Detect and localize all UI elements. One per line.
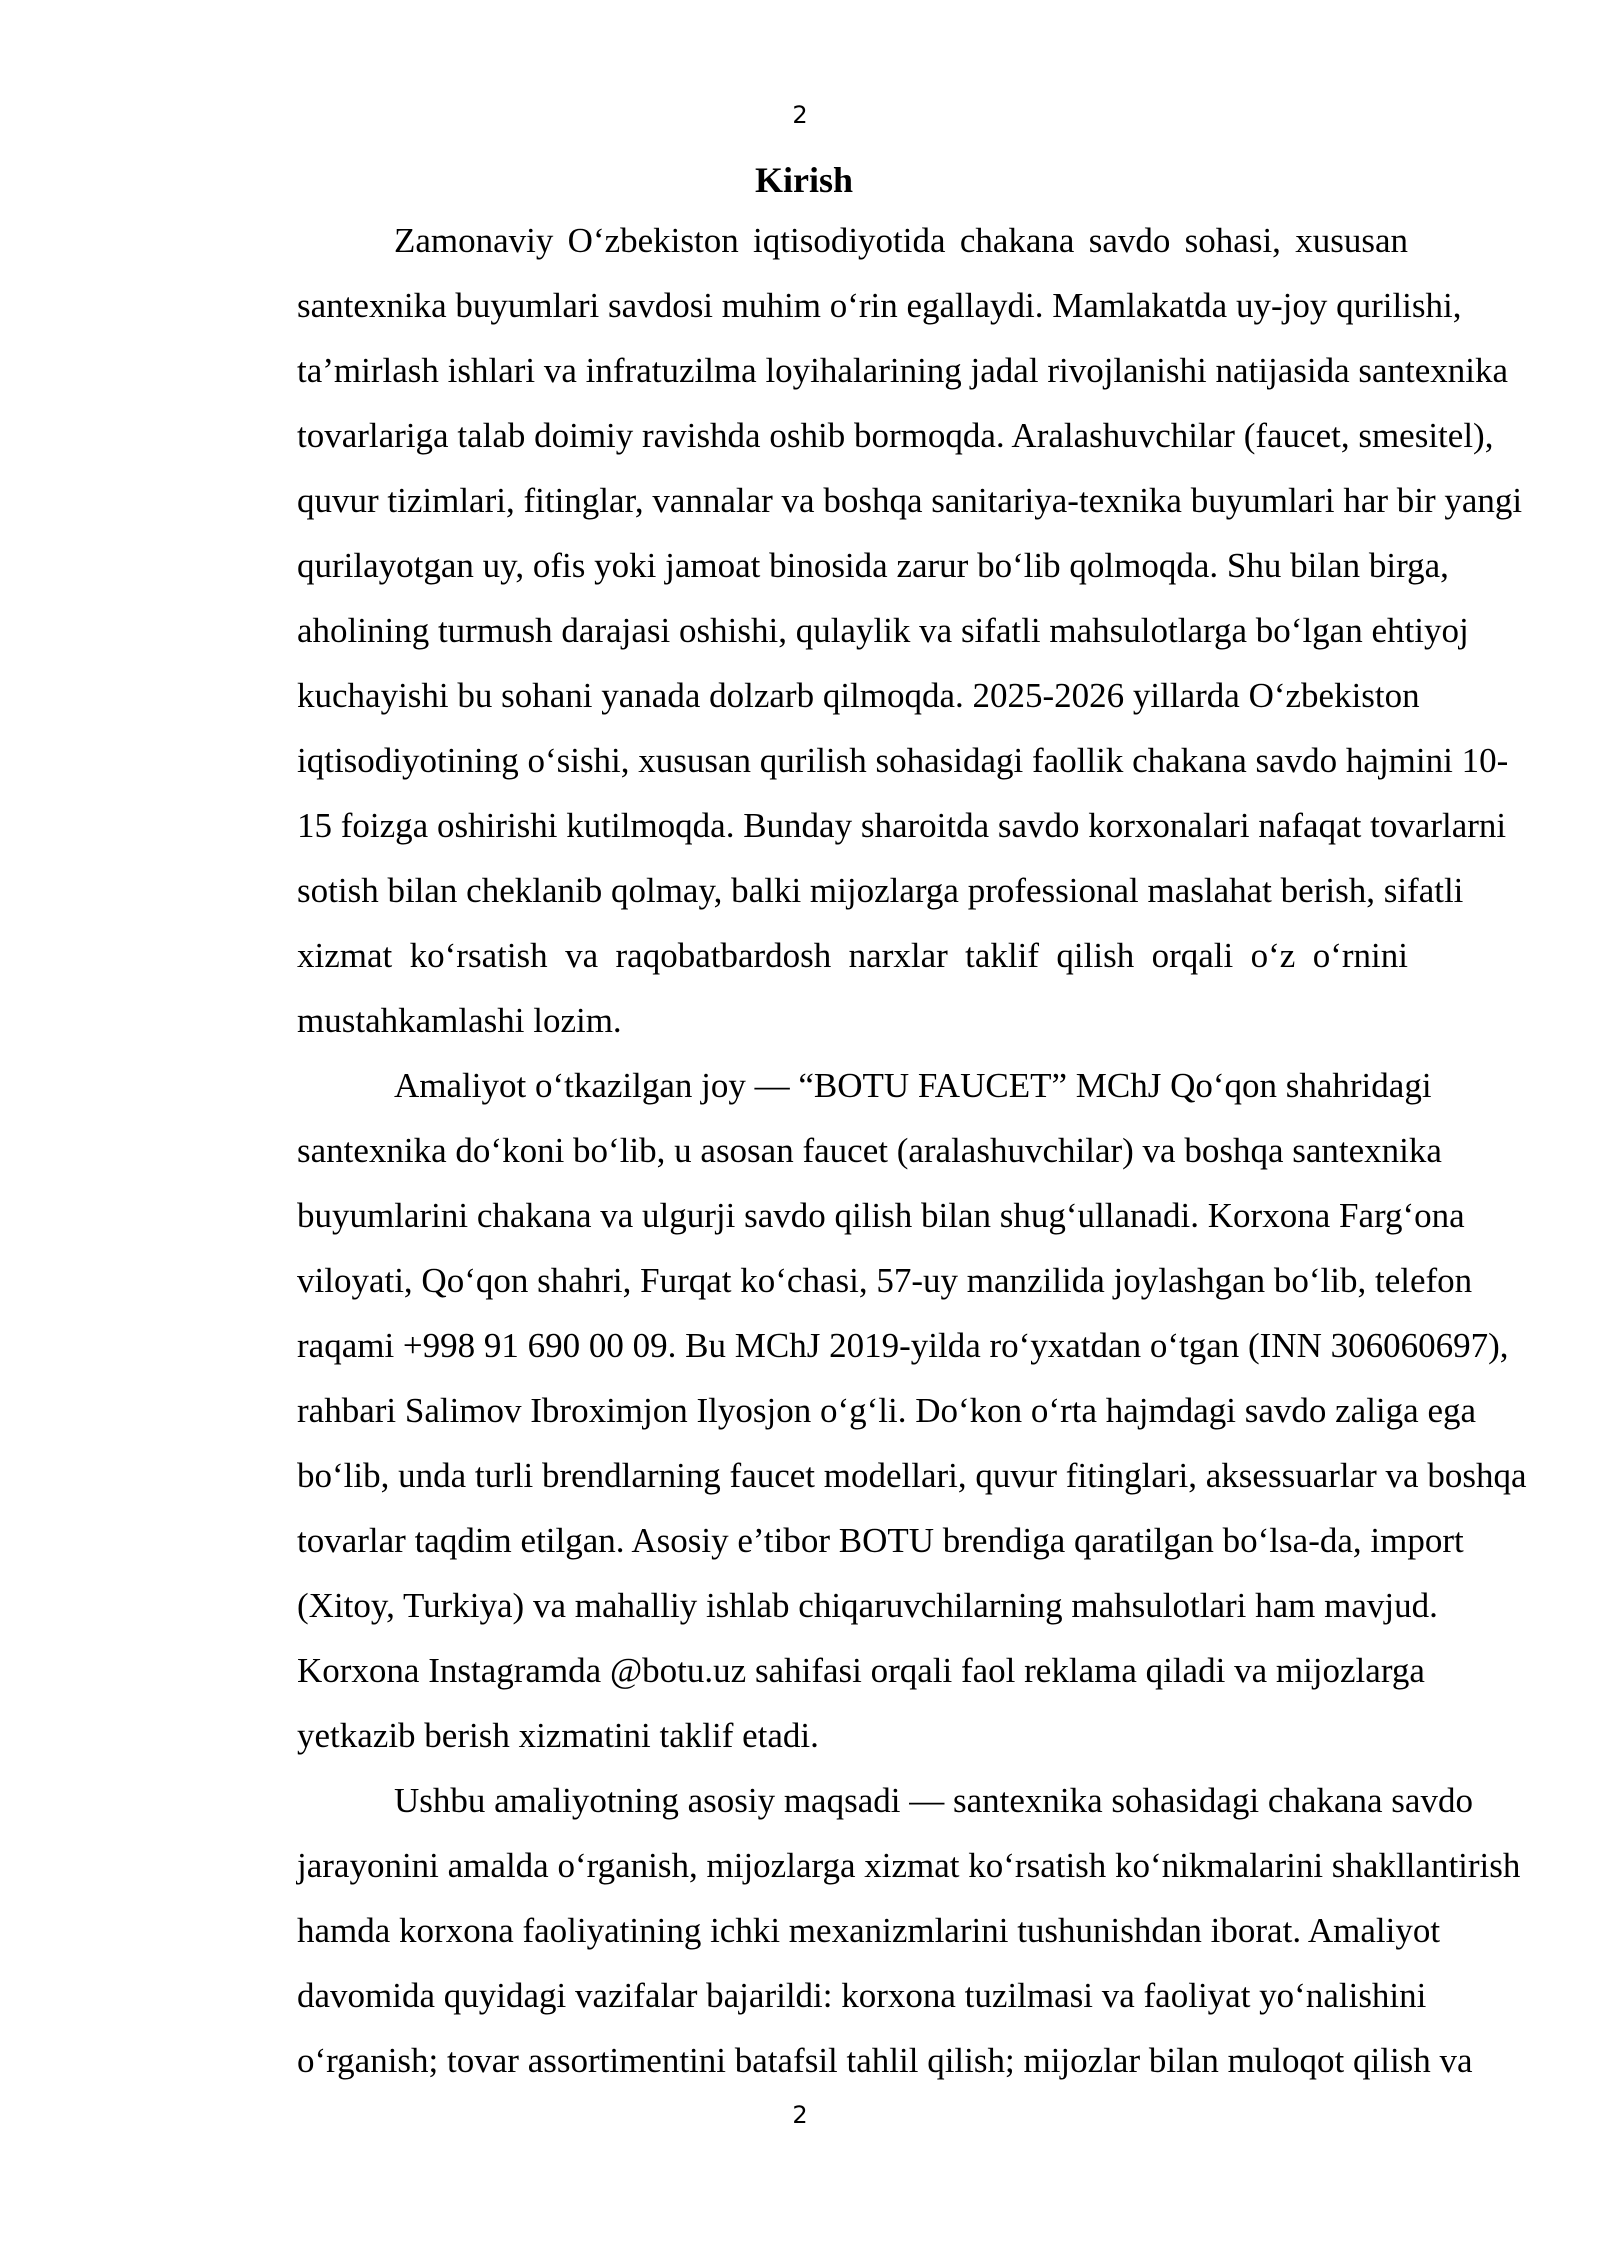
text-line: yetkazib berish xizmatini taklif etadi.	[297, 1716, 819, 1755]
text-line: aholining turmush darajasi oshishi, qulaylik va sifatli mahsulotlarga bo‘lgan ehtiyoj	[297, 611, 1469, 650]
text-line: santexnika do‘koni bo‘lib, u asosan faucet (aralashuvchilar) va boshqa santexnika	[297, 1131, 1442, 1170]
text-line: raqami +998 91 690 00 09. Bu MChJ 2019-yilda ro‘yxatdan o‘tgan (INN 306060697),	[297, 1326, 1509, 1365]
paragraph-company	[200, 1053, 1527, 1768]
text-line: ta’mirlash ishlari va infratuzilma loyihalarining jadal rivojlanishi natijasida santexnika	[297, 351, 1509, 390]
text-line: tovarlariga talab doimiy ravishda oshib bormoqda. Aralashuvchilar (faucet, smesitel),	[297, 416, 1494, 455]
text-line: santexnika buyumlari savdosi muhim o‘rin egallaydi. Mamlakatda uy-joy qurilishi,	[297, 286, 1462, 325]
text-line: Ushbu amaliyotning asosiy maqsadi — santexnika sohasidagi chakana savdo	[394, 1781, 1473, 1820]
text-line: tovarlar taqdim etilgan. Asosiy e’tibor BOTU brendiga qaratilgan bo‘lsa-da, import	[297, 1521, 1464, 1560]
text-line: mustahkamlashi lozim.	[297, 1001, 622, 1040]
text-line: o‘rganish; tovar assortimentini batafsil tahlil qilish; mijozlar bilan muloqot qilish va	[297, 2041, 1473, 2080]
text-line: buyumlarini chakana va ulgurji savdo qilish bilan shug‘ullanadi. Korxona Farg‘ona	[297, 1196, 1465, 1235]
page-number-bottom: 2	[792, 2101, 808, 2129]
text-line: iqtisodiyotining o‘sishi, xususan qurilish sohasidagi faollik chakana savdo hajmini 10-	[297, 741, 1509, 780]
text-line: Amaliyot o‘tkazilgan joy — “BOTU FAUCET” MChJ Qo‘qon shahridagi	[394, 1066, 1432, 1105]
text-line: kuchayishi bu sohani yanada dolzarb qilmoqda. 2025-2026 yillarda O‘zbekiston	[297, 676, 1420, 715]
paragraph-intro	[200, 208, 1523, 1053]
text-line: rahbari Salimov Ibroximjon Ilyosjon o‘g‘li. Do‘kon o‘rta hajmdagi savdo zaliga ega	[297, 1391, 1477, 1430]
text-line: hamda korxona faoliyatining ichki mexanizmlarini tushunishdan iborat. Amaliyot	[297, 1911, 1441, 1950]
page-number-top: 2	[792, 101, 808, 129]
text-line: 15 foizga oshirishi kutilmoqda. Bunday sharoitda savdo korxonalari nafaqat tovarlarni	[297, 806, 1507, 845]
paragraph-goals	[200, 1768, 1521, 2093]
text-line: qurilayotgan uy, ofis yoki jamoat binosida zarur bo‘lib qolmoqda. Shu bilan birga,	[297, 546, 1449, 585]
text-line: viloyati, Qo‘qon shahri, Furqat ko‘chasi, 57-uy manzilida joylashgan bo‘lib, telefon	[297, 1261, 1473, 1300]
text-line: davomida quyidagi vazifalar bajarildi: korxona tuzilmasi va faoliyat yo‘nalishini	[297, 1976, 1427, 2015]
text-line: jarayonini amalda o‘rganish, mijozlarga xizmat ko‘rsatish ko‘nikmalarini shakllantirish	[297, 1846, 1521, 1885]
section-title: Kirish	[754, 160, 853, 200]
text-line: (Xitoy, Turkiya) va mahalliy ishlab chiqaruvchilarning mahsulotlari ham mavjud.	[297, 1586, 1438, 1625]
text-line: bo‘lib, unda turli brendlarning faucet modellari, quvur fitinglari, aksessuarlar va boshqa	[297, 1456, 1527, 1495]
text-line: quvur tizimlari, fitinglar, vannalar va boshqa sanitariya-texnika buyumlari har bir yangi	[297, 481, 1523, 520]
text-line: xizmat ko‘rsatish va raqobatbardosh narxlar taklif qilish orqali o‘z o‘rnini	[297, 936, 1408, 975]
text-line: Korxona Instagramda @botu.uz sahifasi orqali faol reklama qiladi va mijozlarga	[297, 1651, 1425, 1690]
text-line: Zamonaviy O‘zbekiston iqtisodiyotida chakana savdo sohasi, xususan	[394, 221, 1408, 260]
text-line: sotish bilan cheklanib qolmay, balki mijozlarga professional maslahat berish, sifatli	[297, 871, 1464, 910]
document-body	[200, 152, 1527, 2093]
